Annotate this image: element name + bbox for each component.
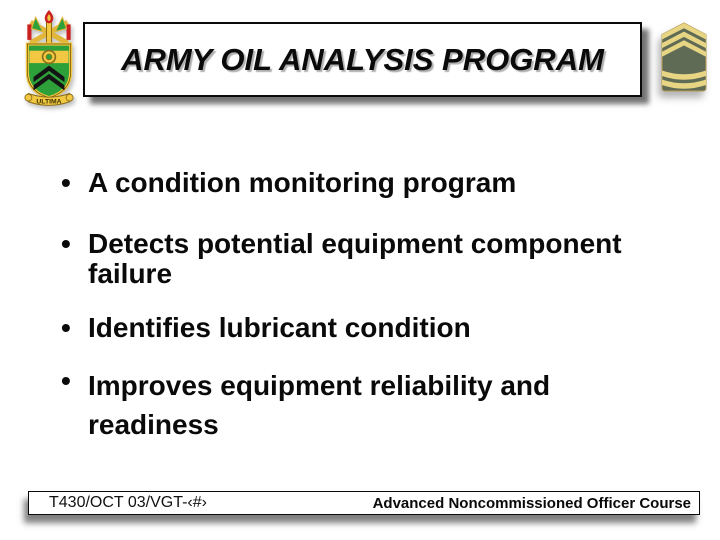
bullet-marker: •	[61, 167, 71, 198]
bullet-text: Identifies lubricant condition	[88, 312, 471, 343]
bullet-marker: •	[61, 228, 71, 259]
sfc-rank-insignia-icon	[661, 22, 707, 92]
bullet-text: A condition monitoring program	[88, 167, 517, 198]
bullet-text: Improves equipment reliability and	[88, 370, 551, 401]
bullet-marker: •	[61, 365, 71, 396]
bullet-text: failure	[88, 258, 173, 289]
bullet-text: Detects potential equipment component	[88, 228, 622, 259]
bullet-marker: •	[61, 312, 71, 343]
footer-course-code: T430/OCT 03/VGT-‹#›	[49, 494, 207, 511]
bullet-text: readiness	[88, 409, 219, 440]
footer-course-name: Advanced Noncommissioned Officer Course	[372, 494, 691, 512]
footer-bar	[28, 491, 700, 515]
slide-title: ARMY OIL ANALYSIS PROGRAM	[121, 41, 604, 77]
usasma-crest-icon	[20, 10, 78, 110]
title-banner	[83, 22, 642, 97]
crest-motto: ULTIMA	[36, 98, 62, 106]
